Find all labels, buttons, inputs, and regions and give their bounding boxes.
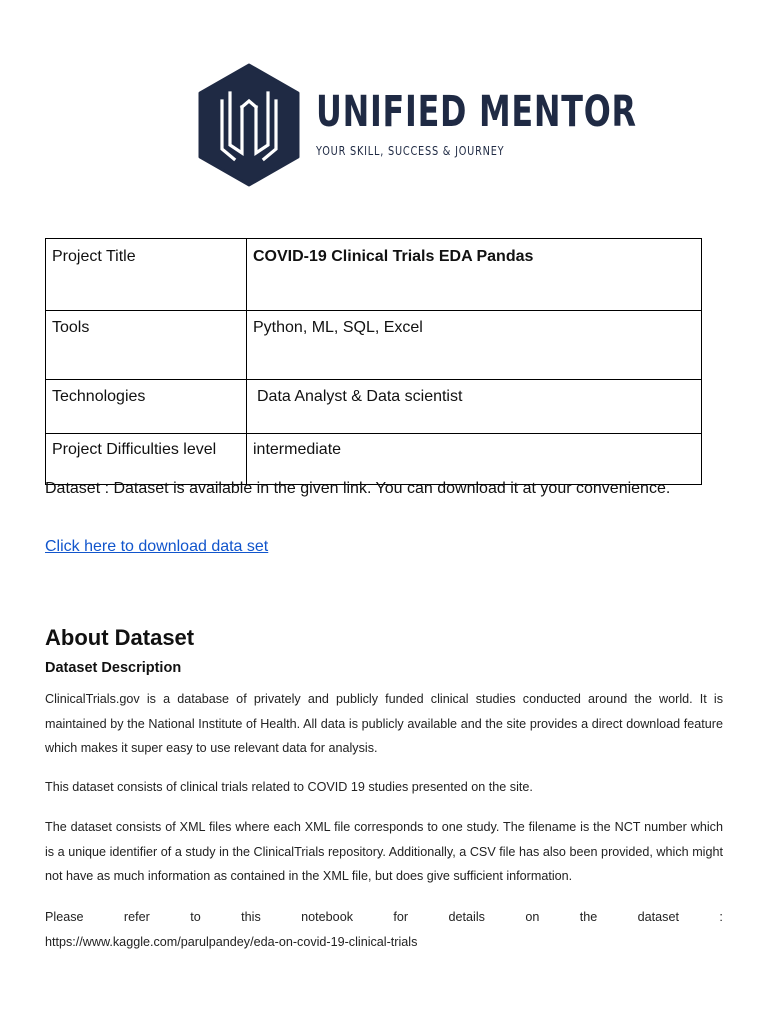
refer-sentence <box>45 905 723 930</box>
download-dataset-link[interactable]: Click here to download data set <box>45 538 269 555</box>
project-info-table <box>45 238 702 485</box>
refer-word: this <box>241 910 261 924</box>
refer-word: notebook <box>301 910 353 924</box>
kaggle-notebook-url[interactable]: https://www.kaggle.com/parulpandey/eda-on-covid-19-clinical-trials <box>45 934 418 949</box>
refer-word: : <box>719 910 723 924</box>
refer-word: Please <box>45 910 84 924</box>
tools-value: Python, ML, SQL, Excel <box>247 311 702 380</box>
refer-word: dataset <box>637 910 679 924</box>
dataset-description-heading: Dataset Description <box>45 660 182 676</box>
refer-word: for <box>393 910 409 924</box>
table-row <box>46 239 702 311</box>
logo-hexagon-icon <box>198 63 300 187</box>
refer-paragraph <box>45 905 723 954</box>
description-paragraph-2: This dataset consists of clinical trials related to COVID 19 studies presented on the site. <box>45 780 533 794</box>
dataset-availability-text: Dataset : Dataset is available in the given link. You can download it at your convenience. <box>45 480 671 497</box>
technologies-value: Data Analyst & Data scientist <box>247 380 702 434</box>
refer-word: details <box>448 910 485 924</box>
description-paragraph-3: The dataset consists of XML files where each XML file corresponds to one study. The filename is the NCT number which is a unique identifier of a study in the ClinicalTrials repository. Additionally, a CSV file has also been provided, which might not have as much information as contained in the XML file, but does give sufficient information. <box>45 820 723 884</box>
table-row <box>46 380 702 434</box>
tools-label: Tools <box>46 311 247 380</box>
about-dataset-heading: About Dataset <box>45 625 195 650</box>
logo-tagline: YOUR SKILL, SUCCESS & JOURNEY <box>316 143 505 158</box>
refer-word: to <box>190 910 201 924</box>
difficulty-value: intermediate <box>247 434 702 485</box>
difficulty-label: Project Difficulties level <box>46 434 247 485</box>
unified-mentor-logo <box>198 63 637 187</box>
technologies-label: Technologies <box>46 380 247 434</box>
logo-name: UNIFIED MENTOR <box>316 87 637 137</box>
refer-word: the <box>579 910 598 924</box>
refer-word: refer <box>123 910 150 924</box>
project-title-label: Project Title <box>46 239 247 311</box>
table-row <box>46 434 702 485</box>
table-row <box>46 311 702 380</box>
project-title-value: COVID-19 Clinical Trials EDA Pandas <box>247 239 702 311</box>
refer-word: on <box>525 910 540 924</box>
description-paragraph-1: ClinicalTrials.gov is a database of privately and publicly funded clinical studies conducted around the world. It is maintained by the National Institute of Health. All data is publicly available and the site provides a direct download feature which makes it super easy to use relevant data for analysis. <box>45 692 723 756</box>
